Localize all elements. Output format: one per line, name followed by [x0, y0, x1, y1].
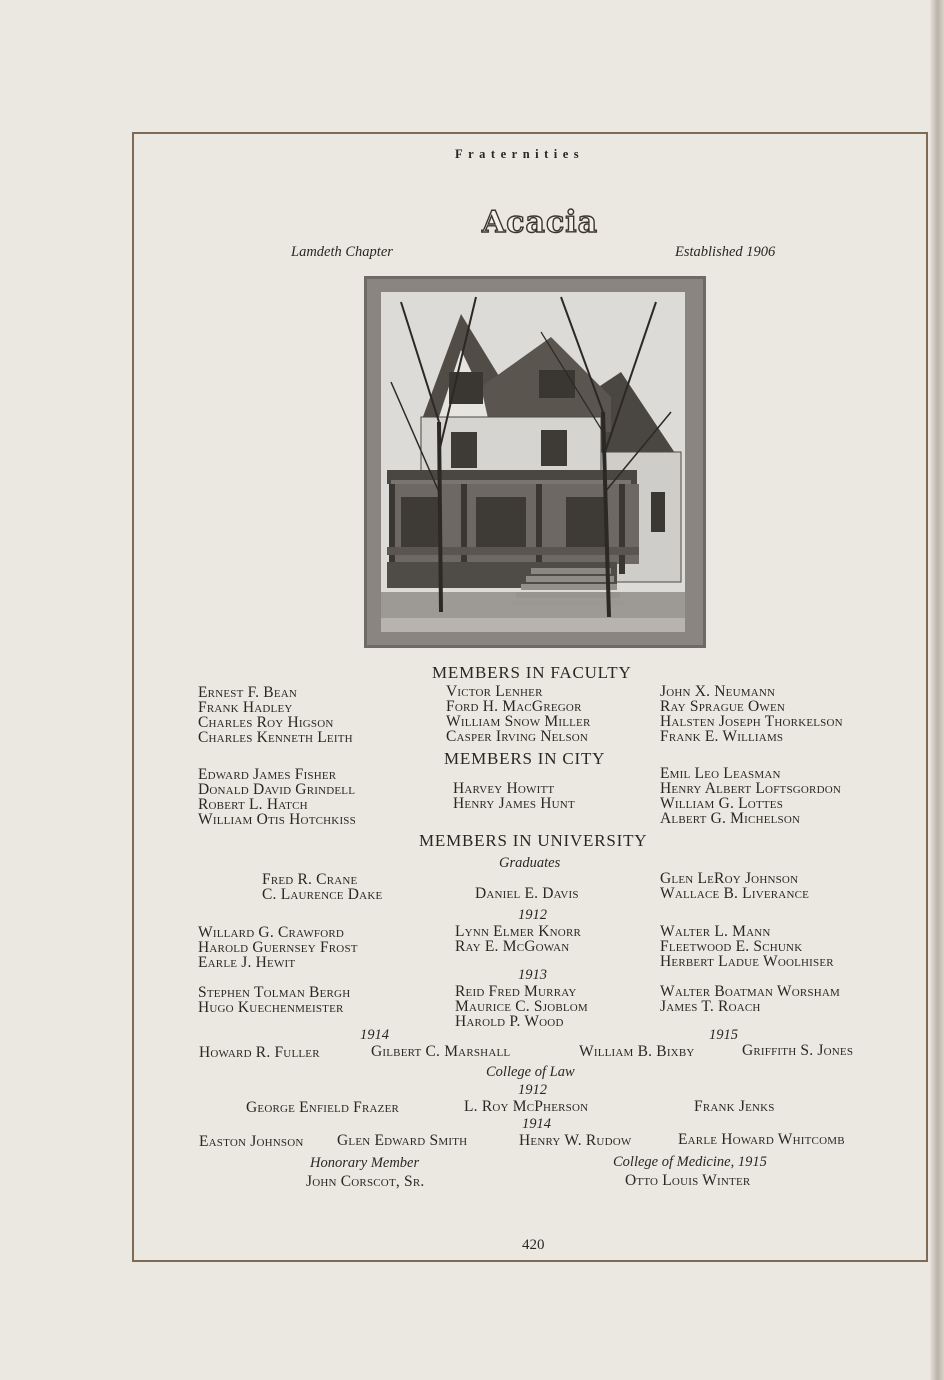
page-number: 420 [522, 1237, 545, 1253]
page-edge [930, 0, 944, 1380]
house-photo [381, 292, 685, 632]
member-name: Griffith S. Jones [742, 1042, 854, 1059]
member-name: Ray E. McGowan [455, 938, 570, 955]
member-name: Harold P. Wood [455, 1013, 564, 1030]
house-illustration [381, 292, 685, 632]
member-name: Frank E. Williams [660, 728, 784, 745]
college-of-law-heading: College of Law [486, 1064, 575, 1080]
member-name: Walter L. Mann [660, 923, 771, 940]
member-name: Halsten Joseph Thorkelson [660, 713, 843, 730]
city-col1 [198, 767, 356, 827]
y1913-col2 [455, 984, 588, 1029]
member-name: George Enfield Frazer [246, 1099, 400, 1116]
established-date: Established 1906 [675, 244, 776, 260]
member-name: Harold Guernsey Frost [198, 939, 358, 956]
member-name: Earle J. Hewit [198, 954, 296, 971]
member-name: Albert G. Michelson [660, 810, 801, 827]
law-1912-label: 1912 [518, 1082, 547, 1098]
member-name: Maurice C. Sjoblom [455, 998, 588, 1015]
member-name: William Snow Miller [446, 713, 591, 730]
member-name: Reid Fred Murray [455, 983, 577, 1000]
university-heading: MEMBERS IN UNIVERSITY [419, 831, 648, 850]
member-name: William B. Bixby [579, 1043, 695, 1060]
member-name: Fred R. Crane [262, 871, 358, 888]
member-name: Walter Boatman Worsham [660, 983, 841, 1000]
y1912-col3 [660, 924, 834, 969]
member-name: Henry W. Rudow [519, 1132, 632, 1149]
city-heading: MEMBERS IN CITY [444, 749, 606, 768]
member-name: Casper Irving Nelson [446, 728, 589, 745]
member-name: Henry James Hunt [453, 795, 575, 812]
member-name: James T. Roach [660, 998, 761, 1015]
member-name: Victor Lenher [446, 683, 543, 700]
member-name: Easton Johnson [199, 1133, 304, 1150]
running-head: Fraternities [455, 147, 585, 161]
member-name: William Otis Hotchkiss [198, 811, 356, 828]
member-name: Charles Kenneth Leith [198, 729, 353, 746]
member-name: Herbert Ladue Woolhiser [660, 953, 834, 970]
member-name: John Corscot, Sr. [306, 1173, 425, 1190]
year-1912-label: 1912 [518, 907, 547, 923]
member-name: Frank Hadley [198, 699, 293, 716]
member-name: Daniel E. Davis [475, 885, 579, 902]
member-name: Donald David Grindell [198, 781, 356, 798]
honorary-heading: Honorary Member [310, 1155, 420, 1171]
member-name: Lynn Elmer Knorr [455, 923, 582, 940]
graduates-col2 [475, 886, 579, 901]
member-name: Fleetwood E. Schunk [660, 938, 803, 955]
member-name: Gilbert C. Marshall [371, 1043, 511, 1060]
city-col2 [453, 781, 575, 811]
graduates-label: Graduates [499, 855, 561, 871]
member-name: Henry Albert Loftsgordon [660, 780, 842, 797]
member-name: Stephen Tolman Bergh [198, 984, 351, 1001]
member-name: William G. Lottes [660, 795, 784, 812]
member-name: Edward James Fisher [198, 766, 337, 783]
member-name: Otto Louis Winter [625, 1172, 751, 1189]
member-name: Robert L. Hatch [198, 796, 308, 813]
member-name: Ray Sprague Owen [660, 698, 786, 715]
member-name: Emil Leo Leasman [660, 765, 781, 782]
member-name: Glen LeRoy Johnson [660, 870, 799, 887]
y1912-col1 [198, 925, 358, 970]
faculty-heading: MEMBERS IN FACULTY [432, 663, 632, 682]
faculty-col2 [446, 684, 591, 744]
member-name: L. Roy McPherson [464, 1098, 589, 1115]
y1913-col3 [660, 984, 840, 1014]
medicine-heading: College of Medicine, 1915 [613, 1154, 767, 1170]
member-name: Ernest F. Bean [198, 684, 298, 701]
faculty-col3 [660, 684, 843, 744]
y1912-col2 [455, 924, 581, 954]
member-name: Charles Roy Higson [198, 714, 334, 731]
law-1914-label: 1914 [522, 1116, 551, 1132]
year-1914-label: 1914 [360, 1027, 389, 1043]
member-name: John X. Neumann [660, 683, 776, 700]
member-name: Glen Edward Smith [337, 1132, 468, 1149]
page-title: Acacia [482, 205, 599, 240]
member-name: Frank Jenks [694, 1098, 775, 1115]
city-col3 [660, 766, 841, 826]
year-1913-label: 1913 [518, 967, 547, 983]
member-name: Harvey Howitt [453, 780, 555, 797]
member-name: Earle Howard Whitcomb [678, 1131, 845, 1148]
graduates-col3 [660, 871, 809, 901]
faculty-col1 [198, 685, 353, 745]
y1913-col1 [198, 985, 350, 1015]
year-1915-label: 1915 [709, 1027, 738, 1043]
member-name: Willard G. Crawford [198, 924, 345, 941]
member-name: Ford H. MacGregor [446, 698, 582, 715]
member-name: Hugo Kuechenmeister [198, 999, 344, 1016]
member-name: C. Laurence Dake [262, 886, 383, 903]
chapter-name: Lamdeth Chapter [291, 244, 393, 260]
member-name: Wallace B. Liverance [660, 885, 810, 902]
member-name: Howard R. Fuller [199, 1044, 320, 1061]
graduates-col1 [262, 872, 382, 902]
